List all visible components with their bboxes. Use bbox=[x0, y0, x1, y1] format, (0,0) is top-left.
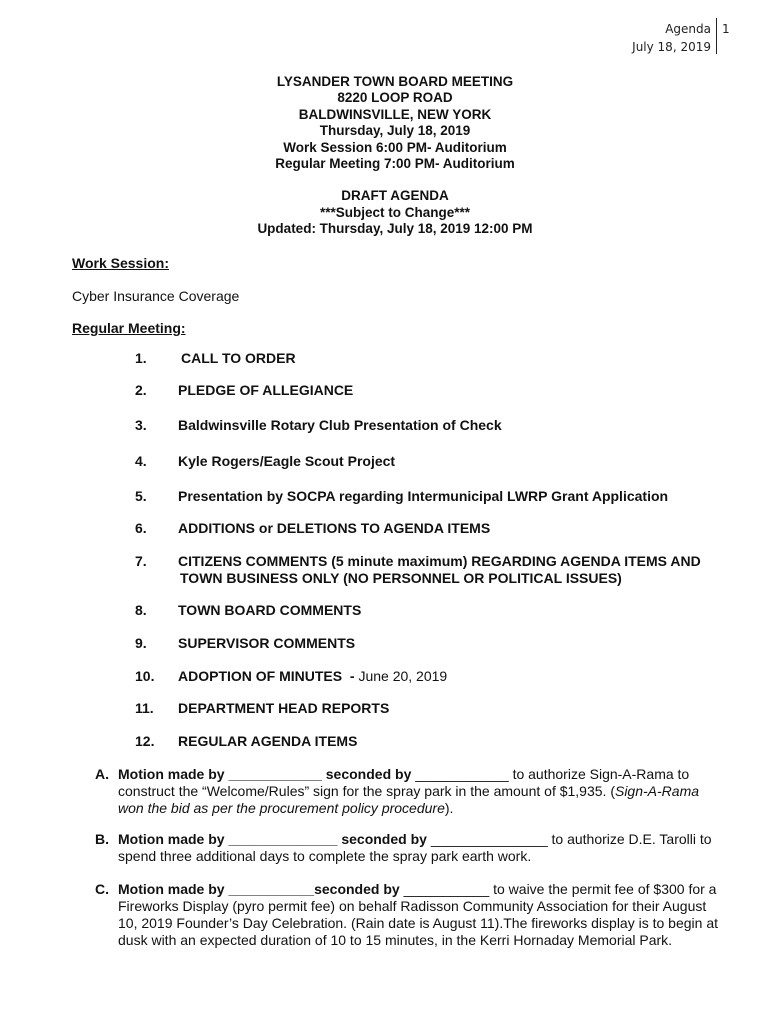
motion-text: ___________ to waive the permit fee of $300 for a bbox=[399, 881, 717, 897]
work-session-item: Cyber Insurance Coverage bbox=[72, 288, 240, 304]
agenda-item-number: 3. bbox=[135, 417, 147, 433]
agenda-item-number: 7. bbox=[135, 553, 147, 569]
motion-text: construct the “Welcome/Rules” sign for the spray park in the amount of $1,935. ( bbox=[118, 783, 615, 799]
title-line: Thursday, July 18, 2019 bbox=[319, 123, 471, 139]
motion-letter: A. bbox=[95, 766, 109, 782]
agenda-item-number: 6. bbox=[135, 520, 147, 536]
title-line: Regular Meeting 7:00 PM- Auditorium bbox=[275, 156, 515, 172]
motion-letter: B. bbox=[95, 831, 109, 847]
motion-body bbox=[118, 881, 718, 949]
agenda-item-text-continued: TOWN BUSINESS ONLY (NO PERSONNEL OR POLITICAL ISSUES) bbox=[180, 570, 622, 586]
motion-text: 10, 2019 Founder’s Day Celebration. (Rain date is August 11).The fireworks display is to begin at bbox=[118, 915, 718, 931]
agenda-item-number: 1. bbox=[135, 350, 147, 366]
title-line: 8220 LOOP ROAD bbox=[337, 90, 453, 106]
agenda-item-text: DEPARTMENT HEAD REPORTS bbox=[178, 700, 390, 716]
minutes-date: June 20, 2019 bbox=[358, 668, 448, 684]
agenda-item-number: 10. bbox=[135, 668, 155, 684]
title-line: DRAFT AGENDA bbox=[341, 188, 449, 204]
motion-note: Sign-A-Rama bbox=[614, 783, 700, 799]
title-line: Updated: Thursday, July 18, 2019 12:00 PM bbox=[257, 221, 533, 237]
agenda-item-text: Baldwinsville Rotary Club Presentation of Check bbox=[178, 417, 502, 433]
motion-letter: C. bbox=[95, 881, 109, 897]
work-session-heading: Work Session: bbox=[72, 255, 169, 271]
motion-text: Fireworks Display (pyro permit fee) on behalf Radisson Community Association for their August bbox=[118, 898, 707, 914]
agenda-item-text: CALL TO ORDER bbox=[181, 350, 296, 366]
motion-text: ____________ to authorize Sign-A-Rama to bbox=[411, 766, 690, 782]
title-line: BALDWINSVILLE, NEW YORK bbox=[298, 106, 492, 122]
agenda-item-number: 9. bbox=[135, 635, 147, 651]
regular-meeting-heading: Regular Meeting: bbox=[72, 320, 186, 336]
meeting-title-block bbox=[0, 74, 770, 238]
header-doc-type: Agenda bbox=[665, 22, 711, 36]
agenda-item-number: 4. bbox=[135, 453, 147, 469]
agenda-item-number: 12. bbox=[135, 733, 155, 749]
agenda-item-label: ADOPTION OF MINUTES - bbox=[178, 668, 359, 684]
agenda-item-number: 2. bbox=[135, 382, 147, 398]
agenda-item-text: PLEDGE OF ALLEGIANCE bbox=[178, 382, 354, 398]
title-line: LYSANDER TOWN BOARD MEETING bbox=[276, 74, 514, 89]
agenda-item-text: Presentation by SOCPA regarding Intermunicipal LWRP Grant Application bbox=[178, 488, 669, 504]
motion-lead: Motion made by ____________ seconded by bbox=[118, 766, 412, 782]
motion-text: dusk with an expected duration of 10 to 15 minutes, in the Kerri Hornaday Memorial Park. bbox=[118, 932, 673, 948]
agenda-item-text: SUPERVISOR COMMENTS bbox=[178, 635, 356, 651]
page-number: 1 bbox=[722, 22, 730, 36]
motion-lead: Motion made by ______________ seconded by bbox=[118, 831, 427, 847]
agenda-item-text: REGULAR AGENDA ITEMS bbox=[178, 733, 358, 749]
motion-lead: Motion made by ___________seconded by bbox=[118, 881, 400, 897]
agenda-item-number: 11. bbox=[135, 700, 154, 716]
agenda-item-text bbox=[178, 668, 718, 685]
agenda-item-number: 8. bbox=[135, 602, 147, 618]
motion-body bbox=[118, 766, 718, 817]
agenda-item-text: Kyle Rogers/Eagle Scout Project bbox=[178, 453, 396, 469]
running-header bbox=[632, 20, 711, 56]
title-line: Work Session 6:00 PM- Auditorium bbox=[283, 139, 507, 155]
agenda-item-number: 5. bbox=[135, 488, 147, 504]
motion-text: ). bbox=[444, 800, 454, 816]
motion-text: spend three additional days to complete the spray park earth work. bbox=[118, 848, 532, 864]
title-line: ***Subject to Change*** bbox=[319, 204, 471, 220]
header-date: July 18, 2019 bbox=[632, 40, 711, 54]
agenda-item-text: TOWN BOARD COMMENTS bbox=[178, 602, 362, 618]
motion-body bbox=[118, 831, 718, 865]
header-divider bbox=[716, 18, 717, 54]
agenda-item-text: ADDITIONS or DELETIONS TO AGENDA ITEMS bbox=[178, 520, 491, 536]
motion-text: _______________ to authorize D.E. Tarolli to bbox=[426, 831, 712, 847]
agenda-item-text: CITIZENS COMMENTS (5 minute maximum) REGARDING AGENDA ITEMS AND bbox=[178, 553, 701, 569]
motion-note: won the bid as per the procurement policy procedure bbox=[118, 800, 445, 816]
